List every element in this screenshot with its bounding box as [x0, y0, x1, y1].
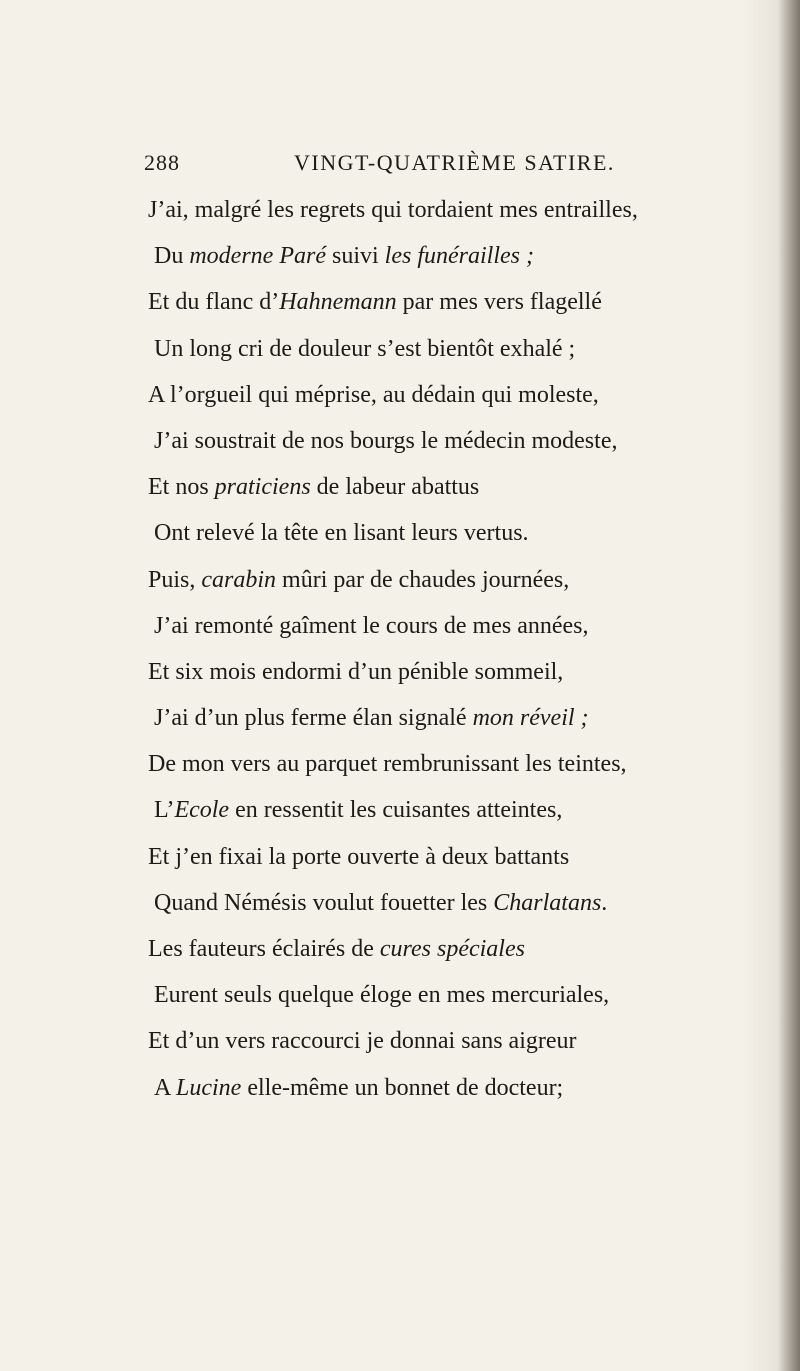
verse-italic-text: moderne Paré	[189, 243, 326, 270]
verse-line	[148, 1018, 778, 1064]
verse-text: Puis,	[148, 566, 202, 593]
verse-text: Et j’en fixai la porte ouverte à deux battants	[148, 843, 570, 870]
verse-text: Les fauteurs éclairés de	[148, 936, 380, 962]
verse-text: L’	[154, 797, 175, 824]
verse-text: De mon vers au parquet rembrunissant les teintes,	[148, 751, 627, 778]
verse-text: Un long cri de douleur s’est bientôt exhalé ;	[154, 335, 576, 362]
verse-line	[148, 557, 778, 603]
verse-line	[148, 695, 778, 741]
verse-italic-text: Lucine	[176, 1074, 242, 1101]
verse-line	[148, 187, 778, 233]
verse-text: A	[154, 1074, 177, 1101]
verse-text: J’ai remonté gaîment le cours de mes années,	[154, 612, 589, 639]
verse-line	[148, 233, 778, 279]
verse-line	[148, 1065, 778, 1111]
verse-text: J’ai d’un plus ferme élan signalé	[154, 705, 473, 732]
verse-line	[148, 741, 778, 787]
verse-line	[148, 326, 778, 372]
verse-line	[148, 649, 778, 695]
verse-line	[148, 972, 778, 1018]
verse-text: A l’orgueil qui méprise, au dédain qui moleste,	[148, 381, 599, 408]
verse-text: J’ai, malgré les regrets qui tordaient mes entrailles,	[148, 197, 638, 223]
verse-line	[148, 510, 778, 556]
verse-line	[148, 787, 778, 833]
verse-italic-text: carabin	[201, 566, 277, 593]
verse-text: J’ai soustrait de nos bourgs le médecin modeste,	[154, 427, 618, 454]
verse-line	[148, 834, 778, 880]
running-title: VINGT-QUATRIÈME SATIRE.	[294, 150, 615, 175]
verse-line	[148, 880, 778, 926]
verse-block	[148, 187, 778, 1111]
verse-line	[148, 464, 778, 510]
verse-line	[148, 926, 778, 972]
verse-text: Et d’un vers raccourci je donnai sans aigreur	[148, 1028, 577, 1055]
verse-text: Et nos	[148, 474, 215, 501]
verse-text: .	[601, 889, 608, 916]
verse-text: Et six mois endormi d’un pénible sommeil,	[148, 658, 564, 685]
verse-line	[148, 279, 778, 325]
verse-text: Quand Némésis voulut fouetter les	[154, 889, 494, 916]
page-header	[144, 150, 664, 186]
verse-line	[148, 603, 778, 649]
verse-italic-text: cures spéciales	[379, 936, 525, 962]
verse-italic-text: les funérailles ;	[384, 243, 534, 270]
verse-italic-text: Charlatans	[493, 889, 602, 916]
verse-text: en ressentit les cuisantes atteintes,	[229, 797, 563, 824]
page-edge-shadow	[778, 0, 800, 1371]
verse-line	[148, 372, 778, 418]
page-number: 288	[144, 150, 180, 175]
verse-text: Et du flanc d’	[148, 289, 280, 316]
verse-italic-text: Hahnemann	[279, 289, 397, 316]
verse-text: par mes vers flagellé	[396, 289, 602, 316]
verse-text: Eurent seuls quelque éloge en mes mercuriales,	[154, 982, 610, 1009]
verse-text: mûri par de chaudes journées,	[276, 566, 570, 593]
verse-text: Du	[154, 243, 190, 270]
verse-italic-text: praticiens	[214, 474, 311, 501]
verse-italic-text: Ecole	[174, 797, 230, 824]
verse-text: Ont relevé la tête en lisant leurs vertus.	[154, 520, 529, 547]
verse-text: elle-même un bonnet de docteur;	[241, 1074, 564, 1101]
verse-line	[148, 418, 778, 464]
verse-italic-text: mon réveil ;	[472, 705, 589, 732]
verse-text: suivi	[325, 243, 385, 270]
verse-text: de labeur abattus	[310, 474, 480, 501]
